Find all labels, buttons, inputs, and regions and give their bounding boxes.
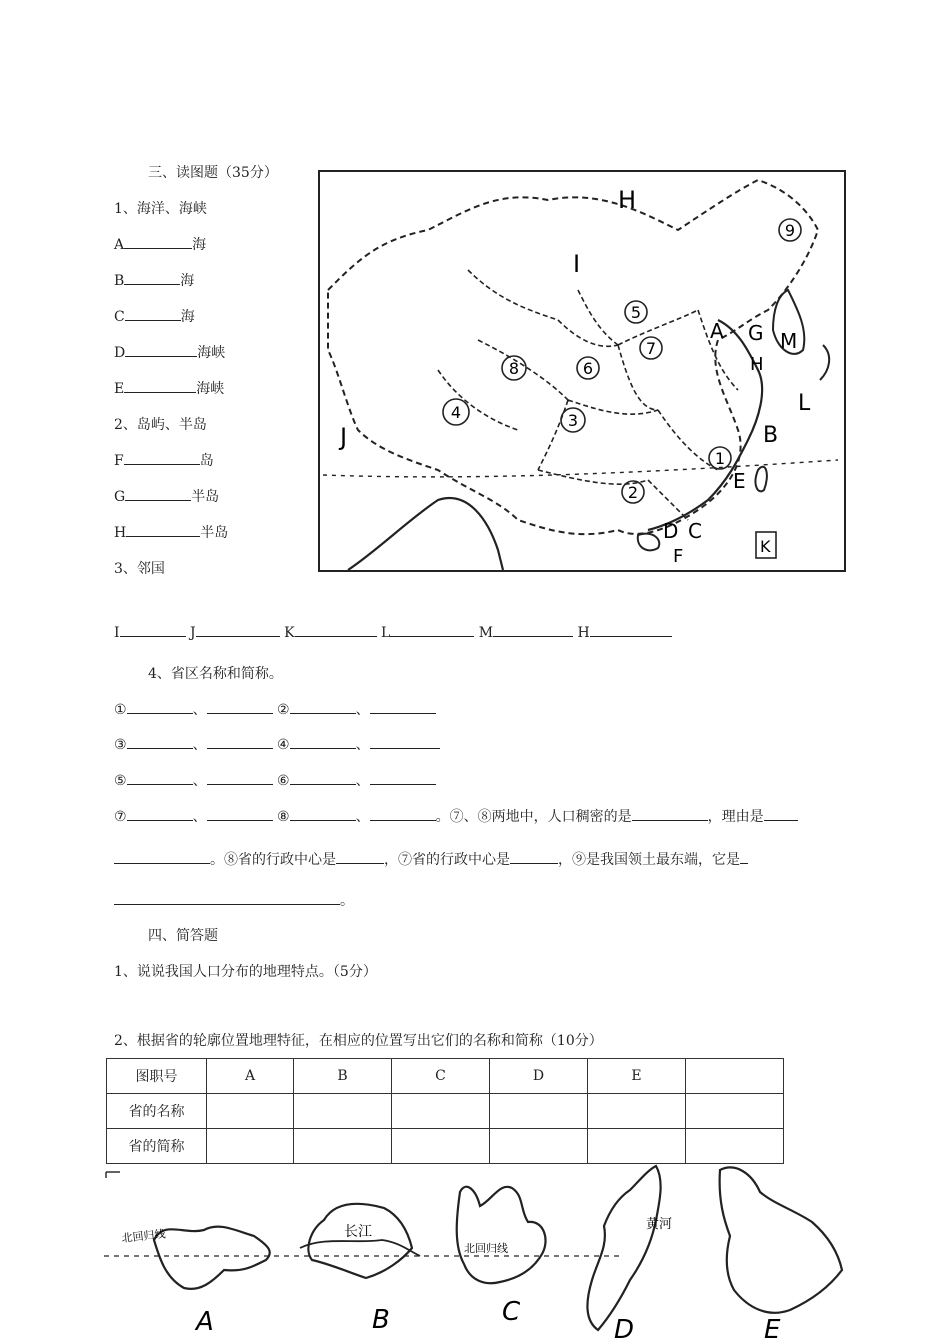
table-cell[interactable] <box>294 1129 392 1164</box>
table-row-label: 省的名称 <box>107 1094 207 1129</box>
map-letter-f: F <box>673 546 684 567</box>
map-letter-k: K <box>760 537 771 556</box>
table-col-b: B <box>294 1059 392 1094</box>
sea-a-row: A 海 <box>114 237 207 253</box>
reason-answer-a[interactable] <box>764 808 798 821</box>
table-cell[interactable] <box>686 1094 784 1129</box>
province-row-6: 。 <box>114 890 354 910</box>
table-row-abbr <box>107 1129 784 1164</box>
table-col-d: D <box>490 1059 588 1094</box>
strait-e-row: E 海峡 <box>114 381 225 397</box>
map-num-2: 2 <box>627 483 639 502</box>
table-col-e: E <box>588 1059 686 1094</box>
sea-a-blank[interactable] <box>124 236 192 249</box>
neighbor-m-blank[interactable] <box>493 624 573 637</box>
table-cell[interactable] <box>490 1094 588 1129</box>
island-f-blank[interactable] <box>124 452 200 465</box>
province-3-abbr[interactable] <box>207 736 273 749</box>
q2-heading: 2、岛屿、半岛 <box>114 417 207 433</box>
peninsula-h-row: H 半岛 <box>114 525 229 541</box>
province-5-name[interactable] <box>127 772 193 785</box>
province-1-name[interactable] <box>127 701 193 714</box>
map-letter-h2: H <box>750 354 764 375</box>
province-7-abbr[interactable] <box>207 808 273 821</box>
easternmost-answer-a[interactable] <box>740 851 748 864</box>
q4-heading: 4、省区名称和简称。 <box>148 666 283 682</box>
map-letter-h: H <box>618 186 637 214</box>
province-2-name[interactable] <box>290 701 356 714</box>
province-row-2: ③ 、 ④ 、 <box>114 734 440 754</box>
peninsula-g-blank[interactable] <box>125 488 191 501</box>
section4-q1: 1、说说我国人口分布的地理特点。（5分） <box>114 964 377 980</box>
outline-label-b: B <box>372 1305 390 1335</box>
map-letter-d: D <box>663 519 679 543</box>
capital-8-answer[interactable] <box>336 851 384 864</box>
map-letter-a: A <box>710 319 724 343</box>
province-6-abbr[interactable] <box>370 772 436 785</box>
map-letter-e: E <box>733 469 746 493</box>
map-num-3: 3 <box>567 411 579 430</box>
province-outlines <box>104 1160 850 1344</box>
table-cell[interactable] <box>207 1094 294 1129</box>
section4-title: 四、简答题 <box>148 928 218 944</box>
province-8-abbr[interactable] <box>370 808 436 821</box>
table-header-label: 图职号 <box>107 1059 207 1094</box>
capital-7-answer[interactable] <box>510 851 558 864</box>
peninsula-h-blank[interactable] <box>126 524 200 537</box>
map-letter-j: J <box>340 423 348 451</box>
outline-d-annotation: 黄河 <box>646 1217 673 1232</box>
table-cell[interactable] <box>392 1129 490 1164</box>
table-cell[interactable] <box>294 1094 392 1129</box>
map-letter-g: G <box>748 321 764 345</box>
table-cell[interactable] <box>588 1129 686 1164</box>
outline-label-e: E <box>764 1315 781 1344</box>
province-4-name[interactable] <box>290 736 356 749</box>
outline-a-annotation: 北回归线 <box>120 1227 167 1245</box>
table-cell[interactable] <box>392 1094 490 1129</box>
table-col-c: C <box>392 1059 490 1094</box>
province-row-1: ① 、 ② 、 <box>114 699 436 719</box>
map-num-4: 4 <box>450 403 462 422</box>
table-cell[interactable] <box>686 1129 784 1164</box>
outline-label-c: C <box>502 1297 521 1327</box>
neighbor-j-blank[interactable] <box>196 624 280 637</box>
strait-d-blank[interactable] <box>125 344 197 357</box>
map-letter-l: L <box>798 391 811 416</box>
province-row-5: 。⑧省的行政中心是 ，⑦省的行政中心是 ，⑨是我国领土最东端，它是 <box>114 849 748 869</box>
map-letter-m: M <box>780 329 798 353</box>
outline-b-annotation: 长江 <box>344 1224 372 1240</box>
table-row-name <box>107 1094 784 1129</box>
section3-title: 三、读图题（35分） <box>148 165 278 181</box>
neighbors-row: I J K L M H <box>114 624 672 641</box>
province-row-4: ⑦ 、 ⑧ 、 。⑦、⑧两地中，人口稠密的是 ，理由是 <box>114 806 798 826</box>
q1-heading: 1、海洋、海峡 <box>114 201 207 217</box>
map-num-1: 1 <box>714 449 726 468</box>
neighbor-l-blank[interactable] <box>390 624 474 637</box>
q3-heading: 3、邻国 <box>114 561 165 577</box>
table-cell[interactable] <box>207 1129 294 1164</box>
sea-c-row: C 海 <box>114 309 195 325</box>
province-table <box>106 1058 784 1164</box>
table-header-row <box>107 1059 784 1094</box>
china-map <box>318 170 846 572</box>
province-7-name[interactable] <box>127 808 193 821</box>
island-f-row: F 岛 <box>114 453 214 469</box>
map-letter-c: C <box>688 519 702 543</box>
province-5-abbr[interactable] <box>207 772 273 785</box>
peninsula-g-row: G 半岛 <box>114 489 220 505</box>
table-col-blank <box>686 1059 784 1094</box>
map-letter-b: B <box>763 423 779 448</box>
table-cell[interactable] <box>588 1094 686 1129</box>
dense-answer[interactable] <box>632 808 708 821</box>
reason-answer-b[interactable] <box>114 851 210 864</box>
neighbor-h-blank[interactable] <box>590 624 672 637</box>
sea-b-row: B 海 <box>114 273 195 289</box>
table-cell[interactable] <box>490 1129 588 1164</box>
province-4-abbr[interactable] <box>370 736 440 749</box>
outline-label-a: A <box>196 1307 214 1337</box>
province-3-name[interactable] <box>127 736 193 749</box>
map-num-8: 8 <box>508 359 520 378</box>
map-letter-i: I <box>573 250 581 278</box>
neighbor-i-blank[interactable] <box>120 624 186 637</box>
map-num-9: 9 <box>784 221 796 240</box>
sea-b-blank[interactable] <box>124 272 180 285</box>
map-num-5: 5 <box>630 303 642 322</box>
province-2-abbr[interactable] <box>370 701 436 714</box>
province-8-name[interactable] <box>290 808 356 821</box>
strait-e-blank[interactable] <box>124 380 196 393</box>
table-row-label: 省的简称 <box>107 1129 207 1164</box>
province-6-name[interactable] <box>290 772 356 785</box>
section4-q2: 2、根据省的轮廓位置地理特征，在相应的位置写出它们的名称和简称（10分） <box>114 1033 603 1049</box>
province-1-abbr[interactable] <box>207 701 273 714</box>
table-col-a: A <box>207 1059 294 1094</box>
map-num-7: 7 <box>645 339 657 358</box>
outline-c-annotation: 北回归线 <box>464 1242 508 1255</box>
outline-label-d: D <box>614 1315 635 1344</box>
province-row-3: ⑤ 、 ⑥ 、 <box>114 770 436 790</box>
sea-c-blank[interactable] <box>125 308 181 321</box>
neighbor-k-blank[interactable] <box>295 624 377 637</box>
strait-d-row: D 海峡 <box>114 345 226 361</box>
easternmost-answer-b[interactable] <box>114 892 340 905</box>
map-num-6: 6 <box>582 359 594 378</box>
